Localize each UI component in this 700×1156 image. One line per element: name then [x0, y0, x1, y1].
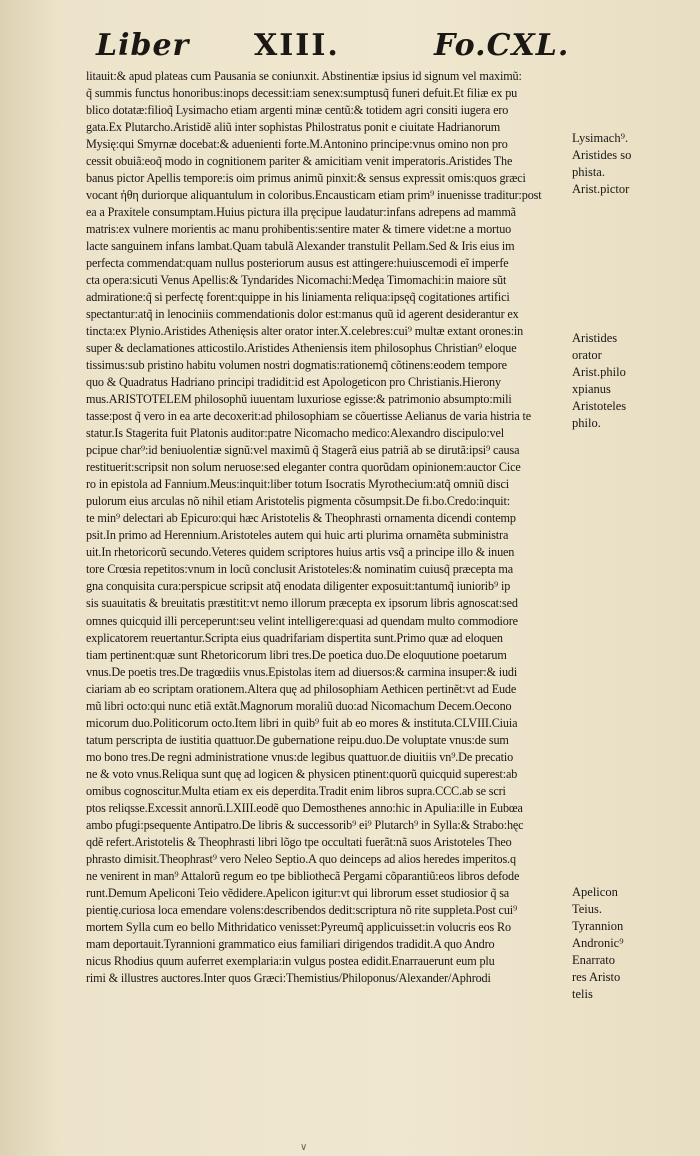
- text-line: qdẽ refert.Aristotelis & Theophrasti libri lõgo tpe occultati fuerãt:nã suos Aristoteles Theo: [86, 834, 512, 849]
- text-line: super & declamationes atticostilo.Aristides Atheniensis item philosophus Christian⁹ eloque: [86, 341, 517, 356]
- text-line: uit.In rhetoricorũ secundo.Veteres quidem scriptores huius artis vsq̃ a principe illo & inuen: [86, 545, 515, 560]
- text-line: tore Crœsia repetitos:vnum in locũ conclusit Aristoteles:& nominatim cuiusq̃ præcepta ma: [86, 562, 513, 577]
- text-line: blico dotatæ:filioq̃ Lysimacho etiam argenti minæ centũ:& totidem agri consiti iugera ero: [86, 103, 509, 118]
- margin-note-line: Lysimach⁹.: [572, 131, 629, 145]
- text-line: Mysię:qui Smyrnæ docebat:& aduenienti forte.M.Antonino principe:vnus omino non pro: [86, 137, 508, 152]
- text-line: gata.Ex Plutarcho.Aristidẽ aliũ inter sophistas Philostratus ponit e ciuitate Hadrianorum: [86, 120, 501, 135]
- text-line: tasse:post q̃ vero in ea arte decoxerit:ad philosophiam se cõuertisse Aelianus de varia histria te: [86, 409, 532, 424]
- text-line: runt.Demum Apeliconi Teio vẽdidere.Apelicon igitur:vt qui librorum esset studiosior q̃ sa: [86, 885, 510, 900]
- text-line: sis suauitatis & breuitatis præstitit:vt nemo illorum præcepta ex ipsorum libris agnoscat:sed: [86, 596, 518, 611]
- text-line: restituerit:scripsit non solum neruose:sed eleganter contra quorũdam opinionem:auctor Cice: [86, 460, 521, 475]
- margin-note-line: Andronic⁹: [572, 936, 624, 950]
- text-line: ciariam ab eo scriptam orationem.Altera quę ad philosophiam Aethicen pertinẽt:vt ad Eude: [86, 681, 517, 696]
- header-book-number: XIII.: [254, 28, 340, 63]
- margin-note-line: Aristides: [572, 331, 618, 345]
- text-line: rimi & illustres auctores.Inter quos Græci:Themistius/Philoponus/Alexander/Aphrodi: [86, 970, 491, 985]
- text-line: vnus.De poetis tres.De tragœdiis vnus.Epistolas item ad diuersos:& carmina insuper:& iudi: [86, 664, 518, 679]
- text-line: micorum duo.Politicorum octo.Item libri in quib⁹ fuit ab eo mores & instituta.CLVIII.Ciuia: [86, 715, 518, 730]
- margin-note-line: Enarrato: [572, 953, 616, 967]
- margin-note-line: philo.: [572, 416, 601, 430]
- text-line: vocant ἠθη duriorque aliquantulum in coloribus.Encausticam etiam prim⁹ inuenisse traditur:post: [86, 188, 542, 203]
- margin-note-line: res Aristo: [572, 970, 621, 984]
- margin-note-line: Arist.philo: [572, 365, 626, 379]
- text-line: quo & Quadratus Hadriano principi tradidit:id est Apologeticon pro Christianis.Hierony: [86, 375, 501, 390]
- margin-note-line: Aristides so: [572, 148, 632, 162]
- margin-note-line: Apelicon: [572, 885, 618, 899]
- text-line: omnes quicquid illi perceperunt:seu velint intelligere:quasi ad quendam multo commodiore: [86, 613, 518, 628]
- text-line: admiratione:q̃ si perfectę forent:quippe in his liniamenta reliqua:ipsęq̃ cogitationes artifici: [86, 290, 510, 305]
- text-line: gna conquisita cura:perspicue scripsit atq̃ enodata diligenter exposuit:tantumq̃ iuniorib⁹ ip: [86, 579, 511, 594]
- text-line: cessit obuiã:eoq̃ modo in cognitionem pariter & amicitiam venit imperatoris.Aristides The: [86, 154, 513, 169]
- text-line: tissimus:sub pristino habitu volumen nostri dogmatis:rationemq̃ cõtinens:eodem tempore: [86, 358, 507, 373]
- margin-note-line: telis: [572, 987, 593, 1001]
- text-line: pulorum eius arculas nõ nihil etiam Aristotelis pigmenta cõsumpsit.De fi.bo.Credo:inquit:: [86, 494, 510, 509]
- text-line: tincta:ex Plynio.Aristides Athenięsis alter orator inter.X.celebres:cui⁹ multæ extant orones:in: [86, 324, 524, 339]
- text-line: mortem Sylla cum eo bello Mithridatico venisset:Pyreumq̃ applicuisset:in volucris eos Ro: [86, 919, 511, 934]
- text-line: spectantur:atq̃ in lenociniis commendationis dolor est:manus quũ id agerent desiderantur ex: [86, 307, 519, 322]
- text-line: ambo pfugi:psequente Antipatro.De libris & successorib⁹ ei⁹ Plutarch⁹ in Sylla:& Strabo:hęc: [86, 817, 524, 832]
- margin-note-line: Teius.: [572, 902, 603, 916]
- margin-note-line: Aristoteles: [572, 399, 627, 413]
- text-line: te min⁹ delectari ab Epicuro:qui hæc Aristotelis & Theophrasti ornamenta dicendi contemp: [86, 511, 516, 526]
- margin-note-aristides: [572, 330, 696, 432]
- text-line: mo bono tres.De regni administratione vnus:de legibus quattuor.de diuitiis vn⁹.De precatio: [86, 749, 514, 764]
- margin-note-line: phista.: [572, 165, 605, 179]
- margin-note-line: orator: [572, 348, 602, 362]
- text-line: mus.ARISTOTELEM philosophũ iuuentam luxuriose egisse:& patrimonio absumpto:mili: [86, 392, 512, 407]
- text-line: pientię.curiosa loca emendare volens:describendos dedit:scriptura nõ rite suppleta.Post cui⁹: [86, 902, 518, 917]
- text-line: banus pictor Apellis tempore:is oim primus animũ pinxit:& sensus expressit omis:quos græci: [86, 171, 526, 186]
- header-liber: Liber: [96, 28, 190, 63]
- text-line: pcipue char⁹:id beniuolentiæ signũ:vel maximũ q̃ Stagerã eius patriã ab se dirutã:ipsi⁹ causa: [86, 443, 520, 458]
- main-text-column: [86, 68, 570, 1008]
- text-line: litauit:& apud plateas cum Pausania se coniunxit. Abstinentiæ ipsius id signum vel maximũ:: [86, 69, 522, 83]
- text-line: ea a Praxitele consumptam.Huius pictura illa pręcipue laudatur:infans adrepens ad mammã: [86, 205, 516, 220]
- text-line: q̃ summis functus honoribus:inops decessit:iam senex:sumptusq̃ funeri defuit.Et filiæ ex pu: [86, 86, 518, 101]
- text-line: tiam pertinent:quæ sunt Rhetoricorum libri tres.De poetica duo.De eloquutione poetarum: [86, 647, 507, 662]
- text-line: psit.In primo ad Herennium.Aristoteles autem qui huic arti plurima ornamẽta subministra: [86, 528, 509, 543]
- text-line: phrasto dimisit.Theophrast⁹ vero Neleo Septio.A quo deinceps ad alios heredes imperitos.q: [86, 851, 516, 866]
- text-line: mam deportauit.Tyrannioni grammatico eius familiari dirigendos tradidit.A quo Andro: [86, 936, 495, 951]
- text-line: mũ libri octo:qui nunc etiã extãt.Magnorum moraliũ duo:ad Nicomachum Decem.Oecono: [86, 698, 512, 713]
- text-line: ptos reliqsse.Excessit annorũ.LXIII.eodẽ quo Demosthenes anno:hic in Apulia:ille in Eubœa: [86, 800, 523, 815]
- text-line: statur.Is Stagerita fuit Platonis auditor:patre Nicomacho medico:Alexandro discipulo:vel: [86, 426, 504, 441]
- text-line: explicatorem reuertantur.Scripta eius quadrifariam dispertita sunt.Primo quæ ad eloquen: [86, 630, 503, 645]
- text-line: cta opera:sicuti Venus Apellis:& Tyndarides Nicomachi:Medęa Timomachi:in maiore sũt: [86, 273, 507, 288]
- header-folio: Fo.CXL.: [434, 28, 570, 63]
- page-fold-mark: ∨: [300, 1142, 308, 1153]
- text-line: matris:ex vulnere morientis ac manu prohibentis:sentire mater & timere videt:ne a mortuo: [86, 222, 512, 237]
- text-line: ne & voto vnus.Reliqua sunt quę ad logicen & physicen ptinent:quorũ quicquid superest:ab: [86, 766, 518, 781]
- text-line: perfecta commendat:quam nullus posteriorum ausus est attingere:huiuscemodi eĩ imperfe: [86, 256, 509, 271]
- margin-note-line: Arist.pictor: [572, 182, 630, 196]
- margin-note-lysimachus: [572, 130, 696, 198]
- text-line: lacte sanguinem infans lambat.Quam tabulã Alexander transtulit Pellam.Sed & Iris eius im: [86, 239, 515, 254]
- margin-note-apelicon: [572, 884, 696, 1003]
- text-line: omibus cognoscitur.Multa etiam ex eis deperdita.Tradit enim libros supra.CCC.ab se scri: [86, 783, 506, 798]
- margin-note-line: Tyrannion: [572, 919, 624, 933]
- text-line: ro in epistola ad Fannium.Meus:inquit:liber totum Isocratis Myrothecium:atq̃ omniũ disci: [86, 477, 509, 492]
- text-line: ne venirent in man⁹ Attalorũ regum eo tpe bibliothecã Pergami cõparantiũ:eos libros defode: [86, 868, 520, 883]
- text-line: tatum perscripta de iustitia quattuor.De gubernatione reipu.duo.De voluptate vnus:de sum: [86, 732, 509, 747]
- text-line: nicus Rhodius quum auferret exemplaria:in vulgus postea edidit.Enarrauerunt eum plu: [86, 953, 495, 968]
- margin-note-line: xpianus: [572, 382, 611, 396]
- running-header: [96, 28, 576, 68]
